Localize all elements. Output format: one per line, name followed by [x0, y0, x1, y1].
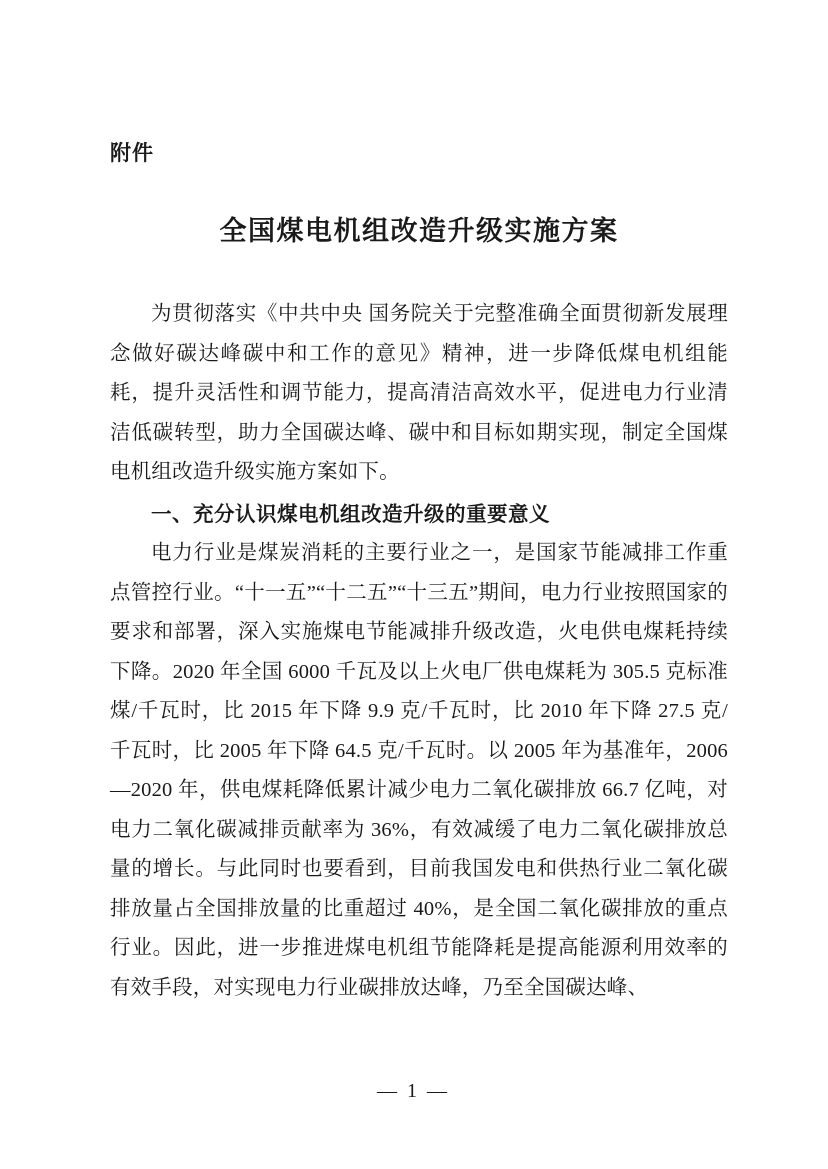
intro-paragraph: 为贯彻落实《中共中央 国务院关于完整准确全面贯彻新发展理念做好碳达峰碳中和工作的意见》精神，进一步降低煤电机组能耗，提升灵活性和调节能力，提高清洁高效水平，促进电力行业清洁低碳转型，助力全国碳达峰、碳中和目标如期实现，制定全国煤电机组改造升级实施方案如下。	[110, 303, 728, 484]
page-title: 全国煤电机组改造升级实施方案	[219, 216, 619, 248]
section-heading-one: 一、充分认识煤电机组改造升级的重要意义	[151, 501, 550, 526]
attachment-label: 附件	[110, 141, 154, 165]
section-one-paragraph: 电力行业是煤炭消耗的主要行业之一，是国家节能减排工作重点管控行业。“十一五”“十二五”“十三五”期间，电力行业按照国家的要求和部署，深入实施煤电节能减排升级改造，火电供电煤耗持续下降。2020 年全国 6000 千瓦及以上火电厂供电煤耗为 305.5 克标准煤/千瓦时，比 2015 年下降 9.9 克/千瓦时，比 2010 年下降 27.5 克/千瓦时，比 2005 年下降 64.5 克/千瓦时。以 2005 年为基准年，2006—2020 年，供电煤耗降低累计减少电力二氧化碳排放 66.7 亿吨，对电力二氧化碳减排贡献率为 36%，有效减缓了电力二氧化碳排放总量的增长。与此同时也要看到，目前我国发电和供热行业二氧化碳排放量占全国排放量的比重超过 40%，是全国二氧化碳排放的重点行业。因此，进一步推进煤电机组节能降耗是提高能源利用效率的有效手段，对实现电力行业碳排放达峰，乃至全国碳达峰、	[110, 542, 728, 999]
page-footer	[0, 1080, 828, 1103]
footer-right-dash: —	[427, 1080, 451, 1102]
footer-page-number: 1	[407, 1080, 421, 1102]
footer-left-dash: —	[377, 1080, 401, 1102]
